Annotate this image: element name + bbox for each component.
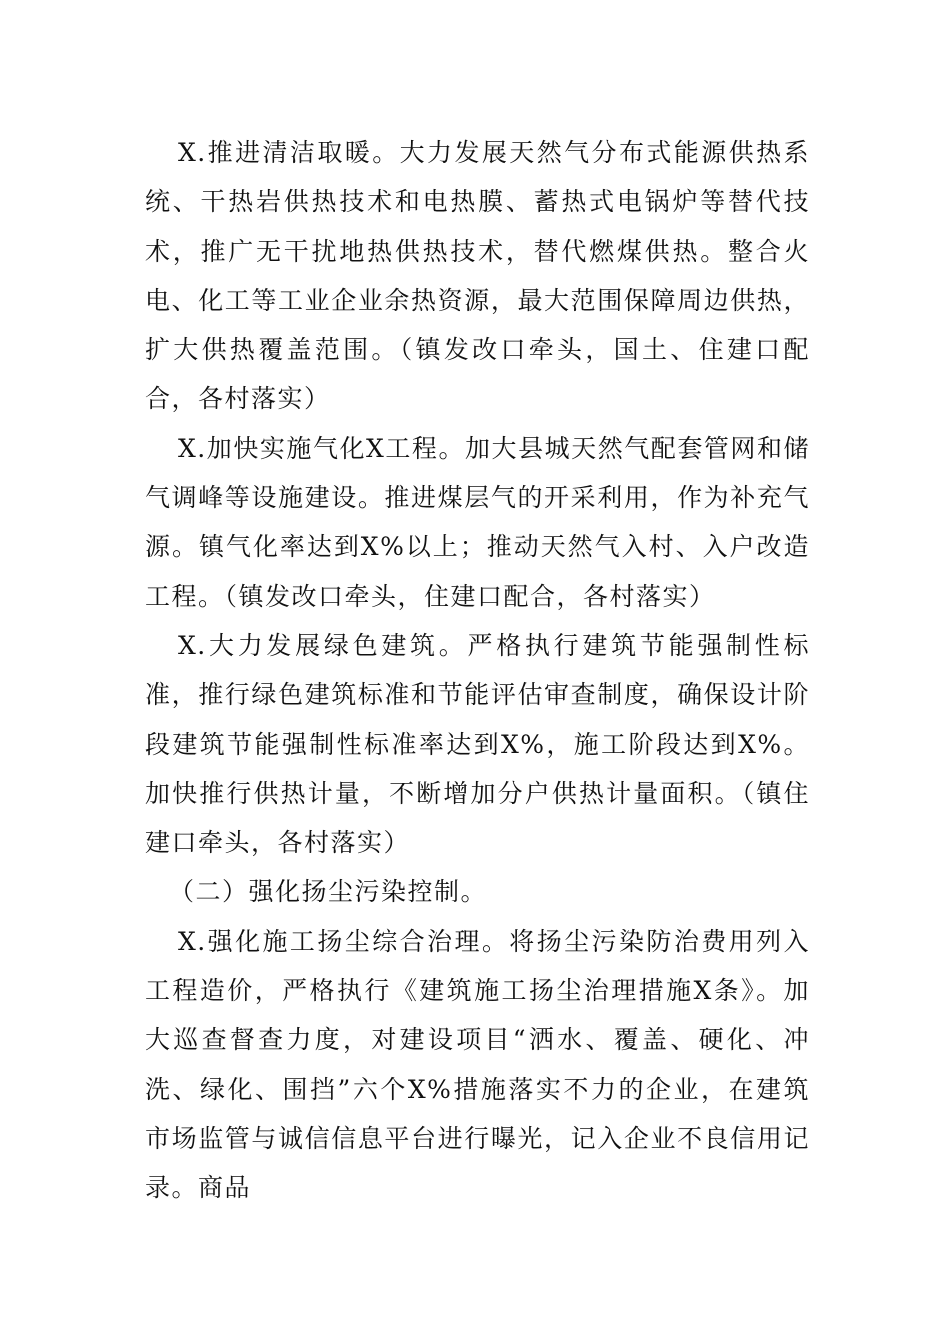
document-body	[145, 128, 810, 1213]
paragraph-construction-dust: X.强化施工扬尘综合治理。将扬尘污染防治费用列入工程造价，严格执行《建筑施工扬尘治理措施X条》。加大巡查督查力度，对建设项目“洒水、覆盖、硬化、冲洗、绿化、围挡”六个X%措施落实不力的企业，在建筑市场监管与诚信信息平台进行曝光，记入企业不良信用记录。商品	[145, 926, 810, 1203]
paragraph-gasification-project: X.加快实施气化X工程。加大县城天然气配套管网和储气调峰等设施建设。推进煤层气的开采利用，作为补充气源。镇气化率达到X%以上；推动天然气入村、入户改造工程。（镇发改口牵头，住建口配合，各村落实）	[145, 433, 810, 611]
paragraph-clean-heating: X.推进清洁取暖。大力发展天然气分布式能源供热系统、干热岩供热技术和电热膜、蓄热式电锅炉等替代技术，推广无干扰地热供热技术，替代燃煤供热。整合火电、化工等工业企业余热资源，最大范围保障周边供热，扩大供热覆盖范围。（镇发改口牵头，国土、住建口配合，各村落实）	[145, 138, 810, 414]
paragraph-green-building: X.大力发展绿色建筑。严格执行建筑节能强制性标准，推行绿色建筑标准和节能评估审查制度，确保设计阶段建筑节能强制性标准率达到X%，施工阶段达到X%。加快推行供热计量，不断增加分户供热计量面积。（镇住建口牵头，各村落实）	[145, 630, 810, 858]
section-heading-dust-control: （二）强化扬尘污染控制。	[169, 877, 488, 907]
